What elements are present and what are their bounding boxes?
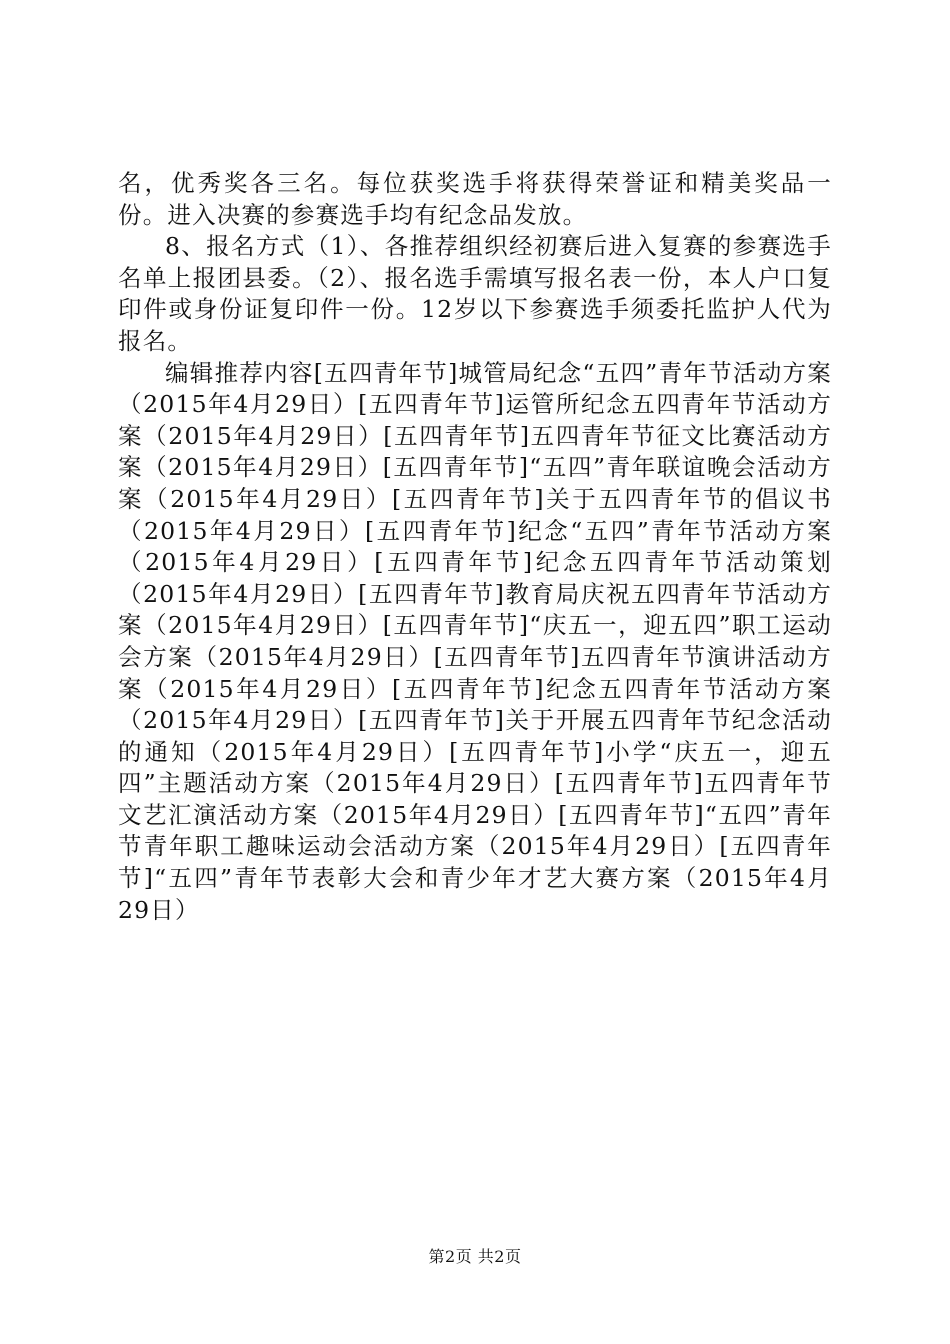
- paragraph-awards-continuation: 名，优秀奖各三名。每位获奖选手将获得荣誉证和精美奖品一份。进入决赛的参赛选手均有纪念品发放。: [118, 169, 832, 229]
- document-body: [118, 168, 832, 926]
- page-number-footer: 第2页 共2页: [428, 1247, 522, 1266]
- paragraph-registration-method: 8、报名方式（1）、各推荐组织经初赛后进入复赛的参赛选手名单上报团县委。（2）、报名选手需填写报名表一份，本人户口复印件或身份证复印件一份。12岁以下参赛选手须委托监护人代为报名。: [118, 232, 832, 355]
- paragraph-recommended-content: 编辑推荐内容[五四青年节]城管局纪念“五四”青年节活动方案（2015年4月29日）[五四青年节]运管所纪念五四青年节活动方案（2015年4月29日）[五四青年节]五四青年节征文比赛活动方案（2015年4月29日）[五四青年节]“五四”青年联谊晚会活动方案（2015年4月29日）[五四青年节]关于五四青年节的倡议书（2015年4月29日）[五四青年节]纪念“五四”青年节活动方案（2015年4月29日）[五四青年节]纪念五四青年节活动策划（2015年4月29日）[五四青年节]教育局庆祝五四青年节活动方案（2015年4月29日）[五四青年节]“庆五一，迎五四”职工运动会方案（2015年4月29日）[五四青年节]五四青年节演讲活动方案（2015年4月29日）[五四青年节]纪念五四青年节活动方案（2015年4月29日）[五四青年节]关于开展五四青年节纪念活动的通知（2015年4月29日）[五四青年节]小学“庆五一，迎五四”主题活动方案（2015年4月29日）[五四青年节]五四青年节文艺汇演活动方案（2015年4月29日）[五四青年节]“五四”青年节青年职工趣味运动会活动方案（2015年4月29日）[五四青年节]“五四”青年节表彰大会和青少年才艺大赛方案（2015年4月29日）: [118, 358, 832, 924]
